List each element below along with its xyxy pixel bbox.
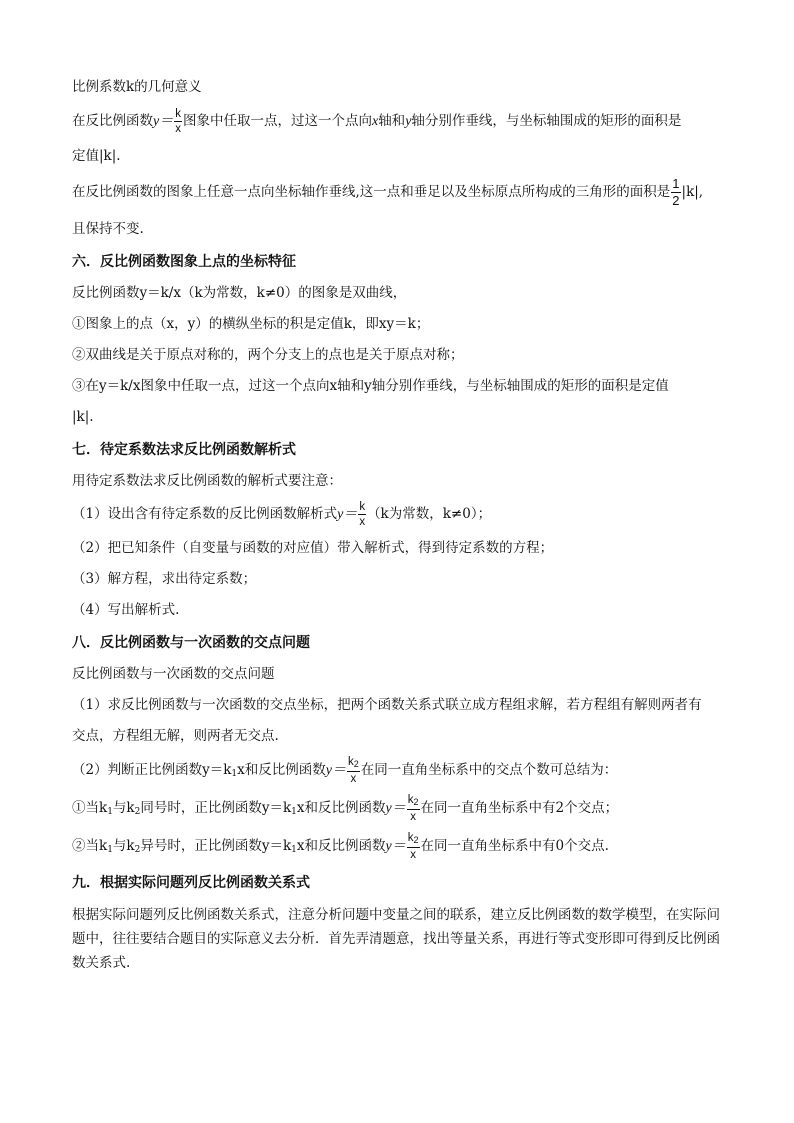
s6-line-1: 反比例函数y＝k/x（k为常数，k≠0）的图象是双曲线， <box>72 285 407 301</box>
s8-line-4: （2）判断正比例函数$y=k_1x$和反比例函数y＝ $\frac{k_2}{x}$ 在同一直角坐标系中的交点个数可总结为： <box>72 756 618 785</box>
s8-line-6: ②当$k_1$与$k_2$异号时，正比例函数$y=k_1x$和反比例函数y＝ $\frac{k_2}{x}$ 在同一直角坐标系中有0个交点. <box>72 832 609 861</box>
s8-line-3: 交点，方程组无解，则两者无交点. <box>72 728 279 744</box>
s7-line-2: （1）设出含有待定系数的反比例函数解析式y＝ $\frac{k}{x}$ （k为常数，k≠0）； <box>72 501 492 528</box>
s8-line-1: 反比例函数与一次函数的交点问题 <box>72 666 275 682</box>
s7-line-1: 用待定系数法求反比例函数的解析式要注意： <box>72 473 342 489</box>
s6-line-2: ①图象上的点（x，y）的横纵坐标的积是定值k，即xy＝k； <box>72 316 430 332</box>
heading-section-9: 九．根据实际问题列反比例函数关系式 <box>72 875 310 891</box>
geo-title: 比例系数k的几何意义 <box>72 79 202 95</box>
s7-line-4: （3）解方程，求出待定系数； <box>72 571 257 587</box>
s6-line-4: ③在y＝k/x图象中任取一点，过这一个点向x轴和y轴分别作垂线，与坐标轴围成的矩形的面积是定值 <box>72 378 669 394</box>
s8-line-2: （1）求反比例函数与一次函数的交点坐标，把两个函数关系式联立成方程组求解，若方程组有解则两者有 <box>72 697 702 713</box>
geo-paragraph-1-line-2: 定值|k|. <box>72 148 121 164</box>
fraction-k2-over-x: $\frac{k_2}{x}$ <box>407 794 419 823</box>
geo-paragraph-1-line-1: 在反比例函数y＝ $\frac{k}{x}$ 图象中任取一点，过这一个点向x轴和y轴分别作垂线，与坐标轴围成的矩形的面积是 <box>72 108 682 135</box>
fraction-k2-over-x: $\frac{k_2}{x}$ <box>407 832 419 861</box>
s6-line-3: ②双曲线是关于原点对称的，两个分支上的点也是关于原点对称； <box>72 347 464 363</box>
fraction-one-half: $\frac{1}{2}$ <box>672 176 680 208</box>
s7-line-3: （2）把已知条件（自变量与函数的对应值）带入解析式，得到待定系数的方程； <box>72 540 554 556</box>
s6-line-5: |k|. <box>72 409 94 425</box>
fraction-k-over-x: $\frac{k}{x}$ <box>175 108 181 135</box>
geo-paragraph-2-line-2: 且保持不变. <box>72 221 144 237</box>
geo-paragraph-2-line-1: 在反比例函数的图象上任意一点向坐标轴作垂线,这一点和垂足以及坐标原点所构成的三角形的面积是 $\frac{1}{2}$ |k|, <box>72 176 704 208</box>
s8-line-5: ①当$k_1$与$k_2$同号时，正比例函数$y=k_1x$和反比例函数y＝ $\frac{k_2}{x}$ 在同一直角坐标系中有2个交点； <box>72 794 619 823</box>
s9-paragraph: 根据实际问题列反比例函数关系式，注意分析问题中变量之间的联系，建立反比例函数的数学模型，在实际问题中，往往要结合题目的实际意义去分析．首先弄清题意，找出等量关系，再进行等式变形即可得到反比例函数关系式. <box>72 907 720 971</box>
heading-section-7: 七．待定系数法求反比例函数解析式 <box>72 442 296 458</box>
document-page <box>72 76 732 975</box>
heading-section-8: 八．反比例函数与一次函数的交点问题 <box>72 635 310 651</box>
fraction-k-over-x: $\frac{k}{x}$ <box>359 501 366 528</box>
heading-section-6: 六．反比例函数图象上点的坐标特征 <box>72 254 296 270</box>
fraction-k2-over-x: $\frac{k_2}{x}$ <box>347 756 359 785</box>
s7-line-5: （4）写出解析式. <box>72 602 180 618</box>
